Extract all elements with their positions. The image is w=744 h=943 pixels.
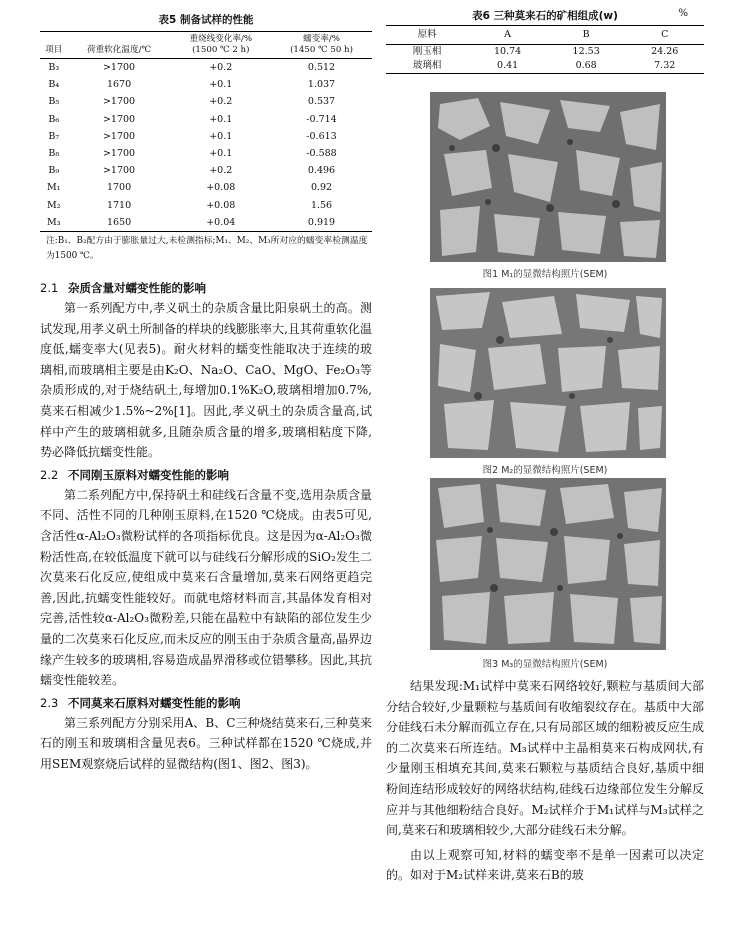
table5-cell: B₉ bbox=[48, 165, 60, 177]
table5-row bbox=[40, 128, 372, 145]
table5-cell: 0.496 bbox=[307, 165, 336, 177]
table6-row bbox=[386, 59, 704, 74]
table5-cell: >1700 bbox=[102, 148, 136, 160]
table5-row bbox=[40, 76, 372, 93]
right-column bbox=[386, 0, 704, 883]
table5-cell: +0.1 bbox=[209, 130, 233, 142]
table5-cell: +0.08 bbox=[206, 182, 236, 194]
table5-cell: +0.2 bbox=[209, 62, 233, 73]
table5-header-2: 重烧线变化率/% (1500 ℃ 2 h) bbox=[189, 34, 253, 55]
table5-cell: +0.08 bbox=[206, 199, 236, 211]
table5-row bbox=[40, 145, 372, 162]
table6-header-0: 原料 bbox=[417, 29, 437, 40]
sem-image-2 bbox=[430, 288, 666, 458]
table6-cell: 0.68 bbox=[575, 60, 597, 71]
table6-cell: 12.53 bbox=[572, 46, 600, 57]
sem-image-1 bbox=[430, 92, 666, 262]
table6-cell: 10.74 bbox=[494, 46, 522, 57]
table5-row bbox=[40, 111, 372, 128]
table5-cell: >1700 bbox=[102, 96, 136, 108]
left-column bbox=[40, 0, 372, 775]
table5-header-0: 项目 bbox=[45, 45, 63, 55]
table5-row bbox=[40, 179, 372, 196]
table5-cell: >1700 bbox=[102, 62, 136, 73]
table5-cell: +0.2 bbox=[209, 96, 233, 108]
figure-2-caption: 图2 M₂的显微结构照片(SEM) bbox=[482, 465, 608, 476]
table5-cell: 1700 bbox=[106, 182, 132, 194]
table6-header-1: A bbox=[504, 29, 512, 40]
table5-cell: M₁ bbox=[47, 182, 61, 194]
table6-cell: 刚玉相 bbox=[412, 46, 442, 57]
table5-header-3: 蠕变率/% (1450 ℃ 50 h) bbox=[290, 34, 353, 55]
table5-caption: 表5 制备试样的性能 bbox=[158, 14, 254, 26]
table5-row bbox=[40, 214, 372, 232]
table6 bbox=[386, 25, 704, 74]
table5-cell: 1.56 bbox=[310, 199, 333, 211]
table6-cell: 24.26 bbox=[651, 46, 679, 57]
table6-cell: 玻璃相 bbox=[412, 60, 442, 71]
table5-cell: 1650 bbox=[106, 216, 132, 228]
table5-cell: B₈ bbox=[48, 148, 60, 160]
table5-row bbox=[40, 162, 372, 179]
figure-3-caption: 图3 M₃的显微结构照片(SEM) bbox=[482, 659, 608, 670]
table5-cell: -0.613 bbox=[306, 130, 337, 142]
table5-cell: >1700 bbox=[102, 130, 136, 142]
table5-cell: B₅ bbox=[48, 96, 60, 108]
results-text: 结果发现:M₁试样中莫来石网络较好,颗粒与基质间大部分结合较好,少量颗粒与基质间有收缩裂纹存在。基质中大部分硅线石未分解而孤立存在,只有局部区域的细粉被反应生成的二次莫来石所连结。M₃试样中主晶相莫来石构成网状,有少量刚玉相填充其间,莫来石颗粒与基质结合良好,基质中细粉间连结形成较好的网络状结构,硅线石边缘部位发生分解反应并与其他细粉结合良好。M₂试样介于M₁试样与M₃试样之间,莫来石和玻璃相较少,大部分硅线石未分解。 bbox=[386, 679, 704, 838]
table5-cell: >1700 bbox=[102, 113, 136, 125]
table5-cell: B₄ bbox=[48, 79, 60, 91]
table5-cell: 0.512 bbox=[307, 62, 336, 73]
table5 bbox=[40, 31, 372, 232]
table5-cell: +0.1 bbox=[209, 113, 233, 125]
table5-cell: >1700 bbox=[102, 165, 136, 177]
table5-cell: 1.037 bbox=[307, 79, 336, 91]
table5-cell: 1710 bbox=[106, 199, 132, 211]
section-2-3-text: 第三系列配方分别采用A、B、C三种烧结莫来石,三种莫来石的刚玉和玻璃相含量见表6。三种试样都在1520 ℃烧成,并用SEM观察烧后试样的显微结构(图1、图2、图3)。 bbox=[40, 715, 372, 771]
table5-cell: +0.1 bbox=[209, 148, 233, 160]
results-text-2: 由以上观察可知,材料的蠕变率不是单一因素可以决定的。如对于M₂试样来讲,莫来石B的玻 bbox=[386, 847, 704, 883]
section-2-2-heading: 2.2 不同刚玉原料对蠕变性能的影响 bbox=[40, 467, 229, 482]
table5-cell: M₂ bbox=[47, 199, 61, 211]
table5-header-1: 荷重软化温度/℃ bbox=[87, 45, 152, 55]
section-2-2-text: 第二系列配方中,保持矾土和硅线石含量不变,选用杂质含量不同、活性不同的几种刚玉原料,在1520 ℃烧成。由表5可见,含活性α-Al₂O₃微粉试样的各项指标优良。这是因为α-Al₂O₃微粉活性高,在较低温度下就可以与硅线石分解形成的SiO₂发生二次莫来石化反应,使组成中莫来石含量增加,莫来石网络更趋完善,因此,抗蠕变性能较好。而就电熔材料而言,其晶体发育相对完善,活性较α-Al₂O₃微粉差,只能在晶粒中有缺陷的部位发生少量的二次莫来石化反应,而未反应的刚玉由于杂质含量高,晶界边缘产生较多的玻璃相,容易造成晶界滑移或位错攀移。因此,其抗蠕变性能较差。 bbox=[40, 487, 372, 688]
table5-note: 注:B₁、B₂配方由于膨胀量过大,未检测指标;M₁、M₂、M₃所对应的蠕变率检测温度为1500 ℃。 bbox=[46, 236, 368, 262]
table5-row bbox=[40, 59, 372, 77]
table5-cell: 0.92 bbox=[310, 182, 333, 194]
table6-cell: 7.32 bbox=[654, 60, 676, 71]
table5-row bbox=[40, 93, 372, 110]
table5-cell: 0.919 bbox=[307, 216, 336, 228]
table5-cell: 0.537 bbox=[307, 96, 336, 108]
table5-cell: M₃ bbox=[47, 216, 61, 228]
table5-cell: +0.04 bbox=[206, 216, 236, 228]
table5-cell: B₃ bbox=[48, 62, 60, 73]
sem-image-3 bbox=[430, 478, 666, 650]
section-2-1-heading: 2.1 杂质含量对蠕变性能的影响 bbox=[40, 281, 206, 296]
table6-header-3: C bbox=[661, 29, 669, 40]
table5-row bbox=[40, 197, 372, 214]
table6-cell: 0.41 bbox=[497, 60, 519, 71]
table5-cell: B₆ bbox=[48, 113, 60, 125]
table6-header-2: B bbox=[582, 29, 590, 40]
table5-cell: +0.1 bbox=[209, 79, 233, 91]
figure-1-caption: 图1 M₁的显微结构照片(SEM) bbox=[482, 269, 608, 280]
table5-cell: B₇ bbox=[48, 130, 60, 142]
section-2-3-heading: 2.3 不同莫来石原料对蠕变性能的影响 bbox=[40, 695, 241, 710]
table5-cell: 1670 bbox=[106, 79, 132, 91]
table5-cell: -0.588 bbox=[306, 148, 337, 160]
table6-unit: % bbox=[678, 8, 688, 19]
table6-row bbox=[386, 45, 704, 60]
section-2-1-text: 第一系列配方中,孝义矾土的杂质含量比阳泉矾土的高。测试发现,用孝义矾土所制备的样块的线膨胀率大,且其荷重软化温度低,蠕变率大(见表5)。耐火材料的蠕变性能取决于连续的玻璃相,而玻璃相主要是由K₂O、Na₂O、CaO、MgO、Fe₂O₃等杂质形成的,对于烧结矾土,每增加0.1%K₂O,玻璃相增加0.7%,莫来石相减少1.5%~2%[1]。因此,孝义矾土的杂质含量高,试样中产生的玻璃相就多,且随杂质含量的增多,玻璃相粘度下降,势必降低抗蠕变性能。 bbox=[40, 301, 372, 460]
table5-cell: +0.2 bbox=[209, 165, 233, 177]
table6-caption: 表6 三种莫来石的矿相组成(w) bbox=[472, 10, 618, 22]
table5-cell: -0.714 bbox=[306, 113, 337, 125]
